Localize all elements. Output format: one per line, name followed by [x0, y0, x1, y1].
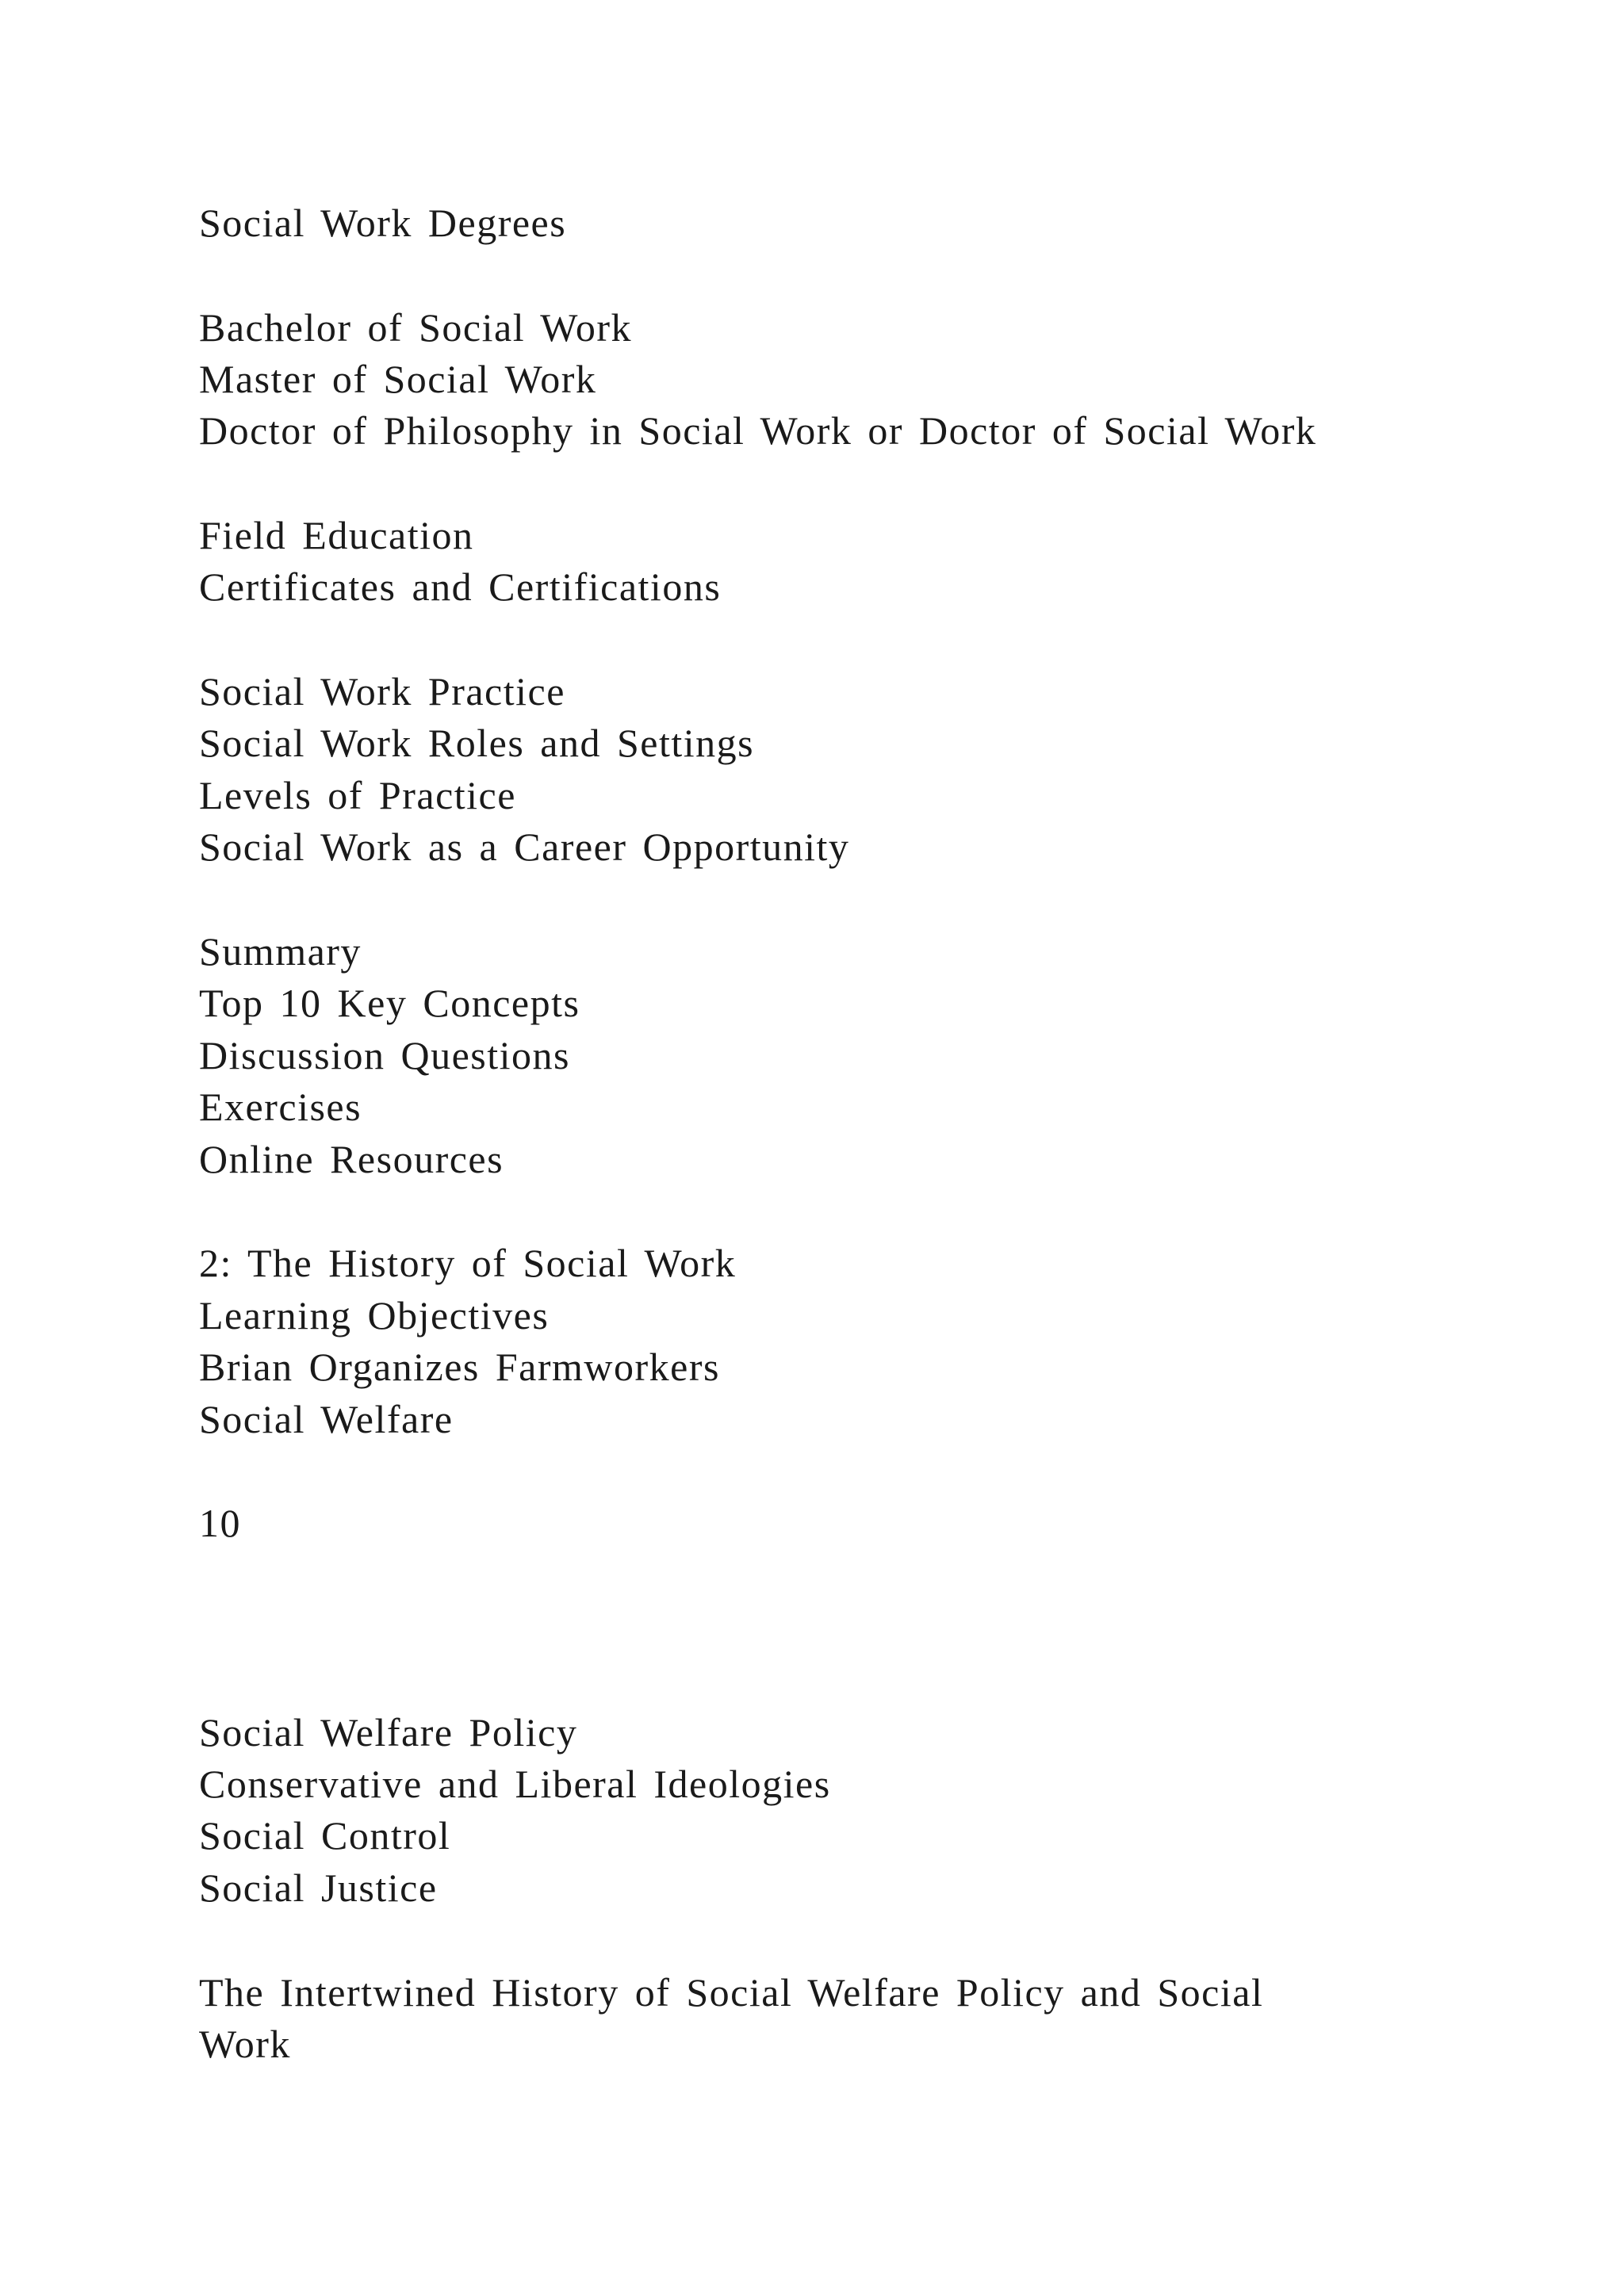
toc-item: Bachelor of Social Work — [199, 305, 633, 350]
toc-item: Discussion Questions — [199, 1033, 570, 1077]
toc-item: Social Work Practice — [199, 669, 565, 714]
toc-item: Master of Social Work — [199, 357, 597, 401]
toc-item: Social Work Roles and Settings — [199, 721, 755, 765]
toc-item: Conservative and Liberal Ideologies — [199, 1762, 831, 1806]
chapter-heading: 2: The History of Social Work — [199, 1241, 737, 1285]
toc-item: Social Control — [199, 1813, 451, 1858]
toc-item: Exercises — [199, 1085, 362, 1129]
toc-item: Levels of Practice — [199, 773, 516, 817]
toc-item: Field Education — [199, 513, 474, 557]
toc-item: The Intertwined History of Social Welfare Policy and Social — [199, 1970, 1264, 2015]
toc-item: Learning Objectives — [199, 1293, 550, 1337]
toc-item: Top 10 Key Concepts — [199, 981, 580, 1025]
toc-item: Social Work as a Career Opportunity — [199, 825, 850, 869]
toc-item: Online Resources — [199, 1137, 504, 1181]
toc-item: Doctor of Philosophy in Social Work or Doctor of Social Work — [199, 408, 1317, 453]
toc-item: Certificates and Certifications — [199, 564, 722, 609]
toc-item: Social Welfare — [199, 1397, 454, 1441]
toc-item: Summary — [199, 929, 362, 974]
toc-item: Social Justice — [199, 1866, 438, 1910]
page-number: 10 — [199, 1501, 241, 1545]
toc-item-continued: Work — [199, 2022, 291, 2066]
toc-item: Social Welfare Policy — [199, 1710, 578, 1755]
toc-item: Brian Organizes Farmworkers — [199, 1345, 720, 1389]
toc-heading: Social Work Degrees — [199, 201, 567, 245]
